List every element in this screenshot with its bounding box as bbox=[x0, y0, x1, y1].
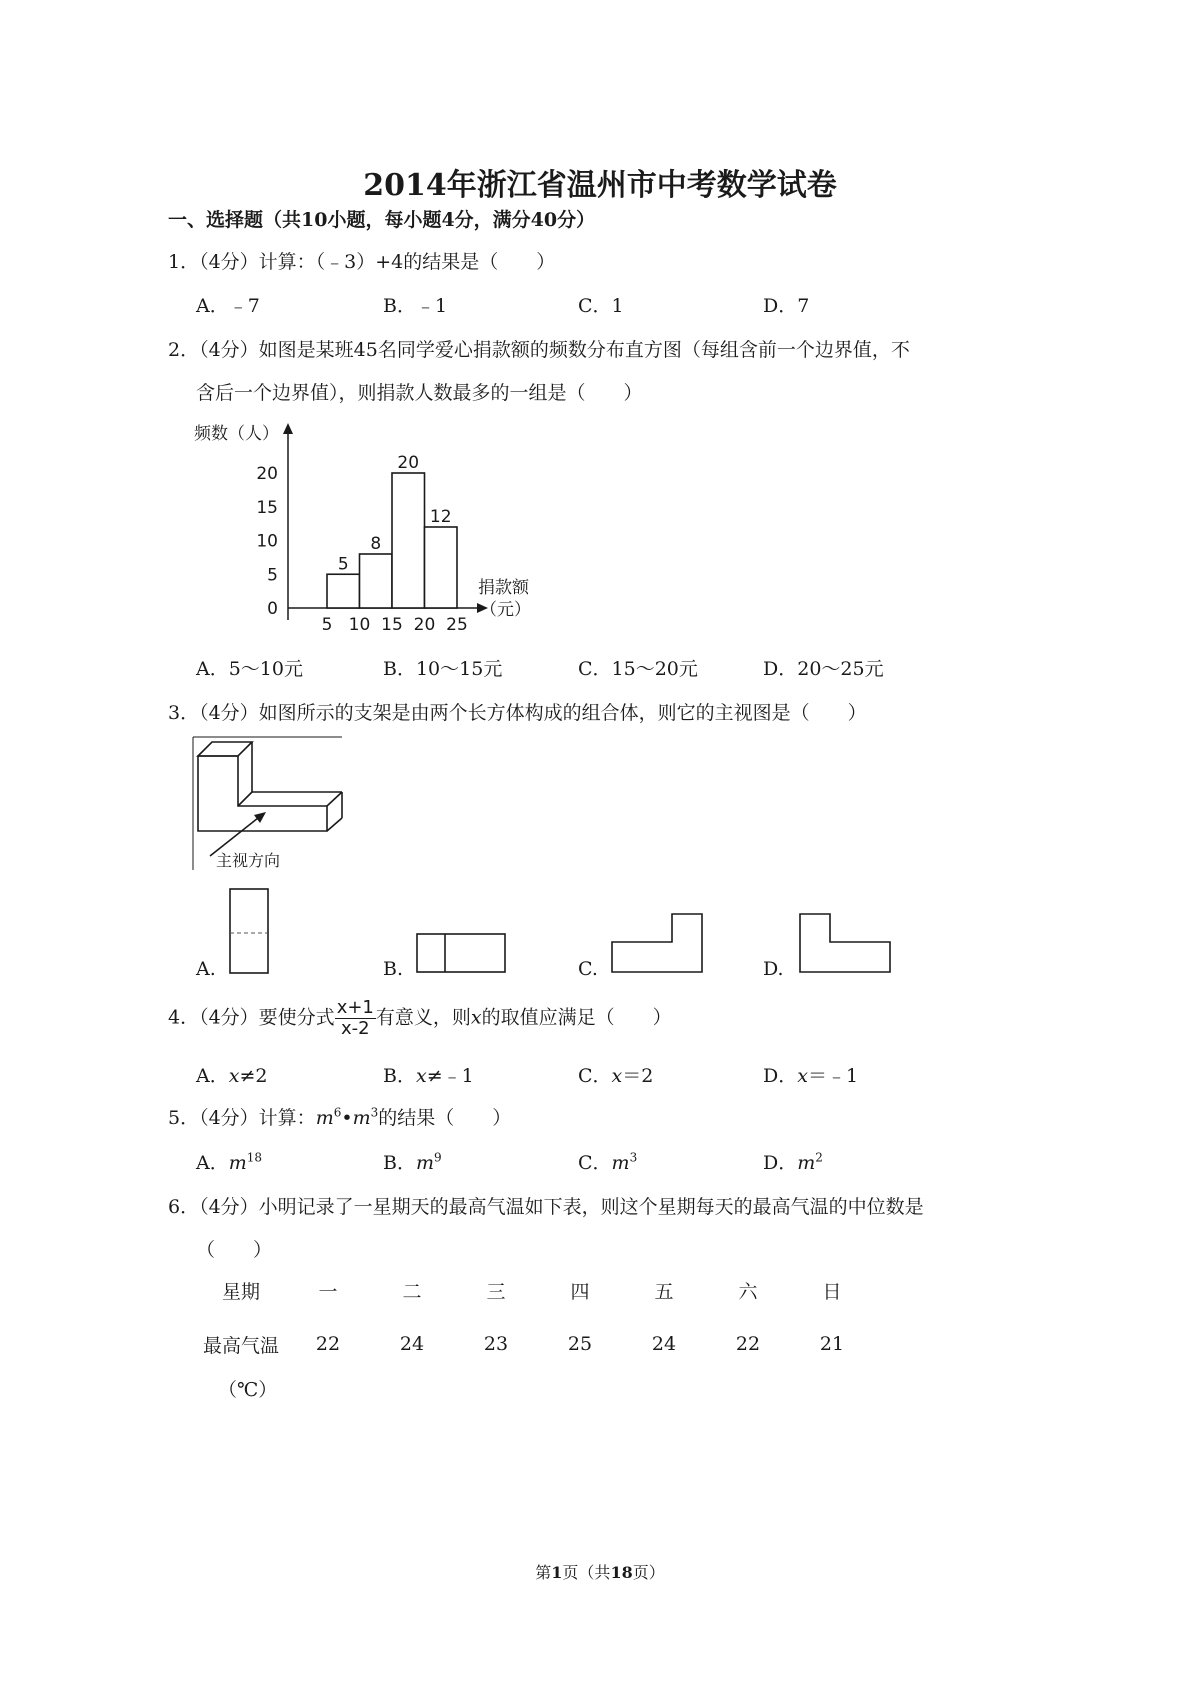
y-axis-arrow bbox=[283, 423, 293, 434]
y-tick-label: 15 bbox=[256, 497, 278, 518]
q1-option-b: B．﹣1 bbox=[383, 295, 448, 317]
q5-option-b: B．$m^9$ bbox=[383, 1150, 442, 1174]
table-cell: 21 bbox=[819, 1333, 845, 1355]
q2-option-d: D．20～25元 bbox=[763, 658, 884, 680]
bar-data-label: 20 bbox=[397, 453, 420, 473]
histogram-bar bbox=[425, 527, 458, 608]
table-row bbox=[196, 1317, 874, 1371]
table-cell: 24 bbox=[651, 1333, 677, 1355]
q4-option-d: D．x＝﹣1 bbox=[763, 1065, 859, 1087]
table-cell: 四 bbox=[570, 1280, 590, 1303]
x-tick-label: 25 bbox=[446, 615, 468, 635]
bar-data-label: 5 bbox=[337, 554, 349, 575]
temperature-table bbox=[196, 1263, 874, 1371]
q1-stem: 1．（4分）计算：（﹣3）+4的结果是（ ） bbox=[168, 251, 556, 273]
document-title: 2014年浙江省温州市中考数学试卷 bbox=[363, 168, 837, 203]
table-cell: 25 bbox=[567, 1333, 593, 1355]
q6-stem-line1: 6．（4分）小明记录了一星期天的最高气温如下表，则这个星期每天的最高气温的中位数是 bbox=[168, 1196, 924, 1218]
q2-stem-line1: 2．（4分）如图是某班45名同学爱心捐款额的频数分布直方图（每组含前一个边界值，不 bbox=[168, 339, 910, 361]
y-tick-label: 10 bbox=[256, 531, 278, 552]
table-cell: 23 bbox=[483, 1333, 509, 1355]
x-tick-label: 5 bbox=[321, 615, 333, 635]
q3-stem: 3．（4分）如图所示的支架是由两个长方体构成的组合体，则它的主视图是（ ） bbox=[168, 702, 867, 724]
q1-option-d: D．7 bbox=[763, 295, 810, 317]
q5-stem: 5．（4分）计算：$m^6•m^3$的结果（ ） bbox=[168, 1105, 512, 1129]
q4-option-a: A．x≠2 bbox=[196, 1065, 268, 1087]
bracket-3d-figure bbox=[192, 736, 352, 871]
y-tick-label: 0 bbox=[267, 599, 278, 619]
q2-option-b: B．10～15元 bbox=[383, 658, 503, 680]
bar-data-label: 12 bbox=[429, 507, 452, 527]
histogram-bar bbox=[327, 574, 360, 608]
q3-option-d: D. bbox=[763, 958, 784, 980]
bar-data-label: 8 bbox=[370, 534, 382, 554]
fraction-denominator: x-2 bbox=[340, 1018, 370, 1039]
x-tick-label: 20 bbox=[413, 615, 436, 635]
fraction bbox=[335, 998, 376, 1039]
q1-option-a: A．﹣7 bbox=[196, 295, 260, 317]
x-axis-label: 捐款额 bbox=[478, 578, 529, 598]
table-cell: 五 bbox=[654, 1280, 674, 1303]
table-cell: 22 bbox=[735, 1333, 761, 1355]
q1-option-c: C．1 bbox=[578, 295, 624, 317]
q2-option-c: C．15～20元 bbox=[578, 658, 698, 680]
q3-option-d-figure bbox=[796, 910, 894, 976]
page-footer: 第1页（共18页） bbox=[535, 1563, 665, 1582]
y-tick-label: 20 bbox=[256, 464, 278, 484]
q4-option-c: C．x＝2 bbox=[578, 1065, 654, 1087]
q3-option-a: A. bbox=[196, 958, 216, 980]
q2-stem-line2: 含后一个边界值），则捐款人数最多的一组是（ ） bbox=[196, 382, 643, 404]
q5-option-d: D．$m^2$ bbox=[763, 1150, 823, 1174]
histogram-chart bbox=[190, 415, 570, 645]
q3-option-b-figure bbox=[413, 930, 509, 976]
table-cell: 22 bbox=[315, 1333, 341, 1355]
table-cell: 日 bbox=[822, 1280, 842, 1303]
table-cell: 六 bbox=[738, 1280, 758, 1303]
fraction-numerator: x+1 bbox=[336, 997, 374, 1018]
q3-option-a-figure bbox=[226, 885, 272, 977]
table-cell: 二 bbox=[402, 1280, 422, 1303]
table-row-unit: （℃） bbox=[218, 1379, 278, 1401]
table-row-label: 最高气温 bbox=[202, 1334, 279, 1357]
histogram-bar bbox=[360, 554, 393, 608]
q3-option-b: B. bbox=[383, 958, 404, 980]
section-heading: 一、选择题（共10小题，每小题4分，满分40分） bbox=[168, 209, 596, 231]
histogram-bar bbox=[392, 473, 425, 608]
q3-option-c: C. bbox=[578, 958, 598, 980]
table-cell: 一 bbox=[318, 1280, 338, 1303]
y-tick-label: 5 bbox=[267, 565, 278, 586]
q5-option-a: A．$m^{18}$ bbox=[196, 1150, 263, 1174]
table-row bbox=[196, 1263, 874, 1317]
table-cell: 三 bbox=[486, 1280, 506, 1303]
q5-option-c: C．$m^3$ bbox=[578, 1150, 638, 1174]
q4-option-b: B．x≠﹣1 bbox=[383, 1065, 474, 1087]
q4-stem: 4．（4分）要使分式 $\frac{x+1}{x-2}$ 有意义，则x的取值应满足（ ） bbox=[168, 997, 672, 1039]
table-cell: 24 bbox=[399, 1333, 425, 1355]
q6-stem-line2: （ ） bbox=[196, 1239, 273, 1261]
q3-option-c-figure bbox=[608, 910, 706, 976]
table-header-label: 星期 bbox=[221, 1280, 260, 1303]
view-direction-label: 主视方向 bbox=[216, 851, 281, 870]
x-tick-label: 15 bbox=[381, 615, 403, 635]
q2-option-a: A．5～10元 bbox=[196, 658, 303, 680]
x-axis-unit: （元） bbox=[480, 600, 531, 620]
y-axis-label: 频数（人） bbox=[194, 424, 279, 444]
x-tick-label: 10 bbox=[348, 615, 371, 635]
